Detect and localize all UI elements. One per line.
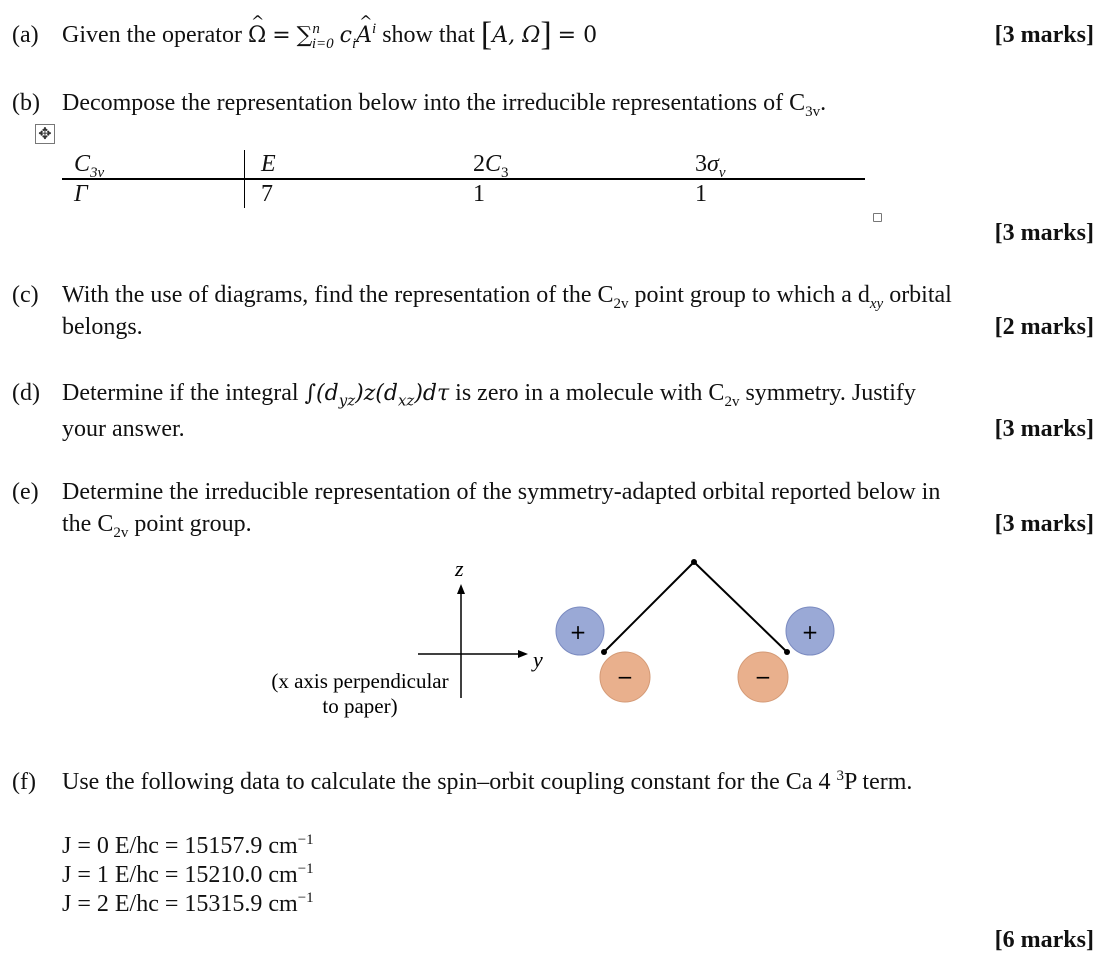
table-resize-handle[interactable] bbox=[873, 213, 882, 222]
sum-upper: n bbox=[312, 21, 320, 37]
part-c-label: (c) bbox=[12, 282, 39, 308]
character-table bbox=[62, 150, 865, 208]
orbital-diagram bbox=[0, 550, 1108, 730]
sum-lower: i=0 bbox=[311, 35, 334, 52]
table-header-3sv: $3\sigma_v$ bbox=[663, 150, 865, 179]
part-f-text: Use the following data to calculate the spin–orbit coupling constant for the Ca 4 $^3$P term. bbox=[62, 768, 913, 795]
table-char-e: 7 bbox=[245, 179, 442, 208]
part-d-text-a: Determine if the integral bbox=[62, 380, 299, 406]
part-d-line1 bbox=[62, 378, 916, 409]
atom-right bbox=[784, 649, 790, 655]
part-a-text-start: Given the operator bbox=[62, 22, 242, 48]
y-axis-label: y bbox=[533, 647, 543, 672]
sum-symbol: ∑ bbox=[296, 23, 313, 48]
part-d-text-b: is zero in a molecule with C bbox=[449, 380, 725, 406]
axis-note-line1: (x axis perpendicular bbox=[271, 669, 449, 693]
part-a-text: Given the operator ^ Ω = ∑$^n_{i=0}$ $c_i\^{}$ $A^i$ show that [A, Ω] = 0 bbox=[62, 20, 597, 51]
part-b-group-sub: 3v bbox=[805, 103, 821, 120]
plus-sign-right: + bbox=[801, 620, 819, 644]
z-axis-arrow-icon bbox=[457, 584, 465, 594]
part-c-sub2: xy bbox=[869, 295, 884, 312]
minus-sign-left: − bbox=[616, 665, 634, 689]
data-line-j0: J = 0 E/hc = 15157.9 $cm^{-1}$ bbox=[62, 832, 314, 859]
part-c-text-c: orbital bbox=[883, 282, 952, 308]
part-d-label: (d) bbox=[12, 380, 40, 406]
table-header-2c3: $2C_3$ bbox=[441, 150, 663, 179]
part-c-line2: belongs. bbox=[62, 314, 143, 340]
character-table-row bbox=[62, 179, 865, 208]
table-char-3sv: 1 bbox=[695, 180, 707, 207]
part-e-line1: Determine the irreducible representation of the symmetry-adapted orbital reported below in bbox=[62, 479, 941, 505]
data-line-j1: J = 1 E/hc = 15210.0 $cm^{-1}$ bbox=[62, 861, 314, 888]
coefficient-sub: i bbox=[351, 35, 357, 52]
part-d-text-c: symmetry. Justify bbox=[739, 380, 916, 406]
part-d-sub: 2v bbox=[724, 393, 740, 410]
coefficient-c: c bbox=[339, 23, 352, 48]
operator-a: ^ A bbox=[356, 21, 372, 51]
table-char-2c3: 1 bbox=[473, 180, 485, 207]
part-a-marks: [3 marks] bbox=[994, 22, 1094, 48]
atom-left bbox=[601, 649, 607, 655]
operator-a-power: i bbox=[372, 21, 377, 37]
axis-note-line2: to paper) bbox=[322, 694, 398, 718]
part-d-line2: your answer. bbox=[62, 416, 185, 442]
part-e-line2: the $C_{2v}$ point group. bbox=[62, 511, 252, 541]
minus-sign-right: − bbox=[754, 665, 772, 689]
z-axis-label: z bbox=[455, 556, 464, 581]
part-b-text bbox=[62, 88, 826, 118]
part-a-label: (a) bbox=[12, 22, 39, 48]
omega-operator: ^ Ω bbox=[248, 21, 266, 51]
atom-top bbox=[691, 559, 697, 565]
part-a-text-mid: show that bbox=[382, 22, 475, 48]
bond-right bbox=[694, 562, 787, 652]
part-b-marks: [3 marks] bbox=[994, 220, 1094, 246]
part-c-sub: 2v bbox=[613, 295, 629, 312]
part-e-label: (e) bbox=[12, 479, 39, 505]
y-axis-arrow-icon bbox=[518, 650, 528, 658]
part-c-line1 bbox=[62, 280, 952, 310]
part-f-label: (f) bbox=[12, 769, 36, 795]
move-icon[interactable]: ✥ bbox=[35, 124, 55, 144]
commutator-result: = 0 bbox=[557, 23, 598, 48]
table-group-cell: $C_{3v}$ bbox=[62, 150, 245, 179]
data-line-j2: J = 2 E/hc = 15315.9 $cm^{-1}$ bbox=[62, 890, 314, 917]
part-c-text-b: point group to which a d bbox=[628, 282, 870, 308]
plus-sign-left: + bbox=[569, 620, 587, 644]
equals-sign: = bbox=[272, 23, 291, 48]
part-d-marks: [3 marks] bbox=[994, 416, 1094, 442]
part-b-text-main: Decompose the representation below into the irreducible representations of C bbox=[62, 90, 806, 116]
part-b-label: (b) bbox=[12, 90, 40, 116]
part-e-marks: [3 marks] bbox=[994, 511, 1094, 537]
commutator: A, Ω bbox=[492, 23, 541, 48]
table-gamma: Γ bbox=[74, 180, 88, 207]
integral-expression: $\int(d_{yz})z(d_{xz})d\tau$ bbox=[304, 381, 450, 410]
bond-left bbox=[604, 562, 694, 652]
part-c-marks: [2 marks] bbox=[994, 314, 1094, 340]
character-table-header bbox=[62, 150, 865, 179]
table-header-e: E bbox=[245, 150, 442, 179]
part-c-text-a: With the use of diagrams, find the representation of the C bbox=[62, 282, 614, 308]
part-f-marks: [6 marks] bbox=[994, 927, 1094, 953]
part-b-period: . bbox=[820, 90, 827, 116]
